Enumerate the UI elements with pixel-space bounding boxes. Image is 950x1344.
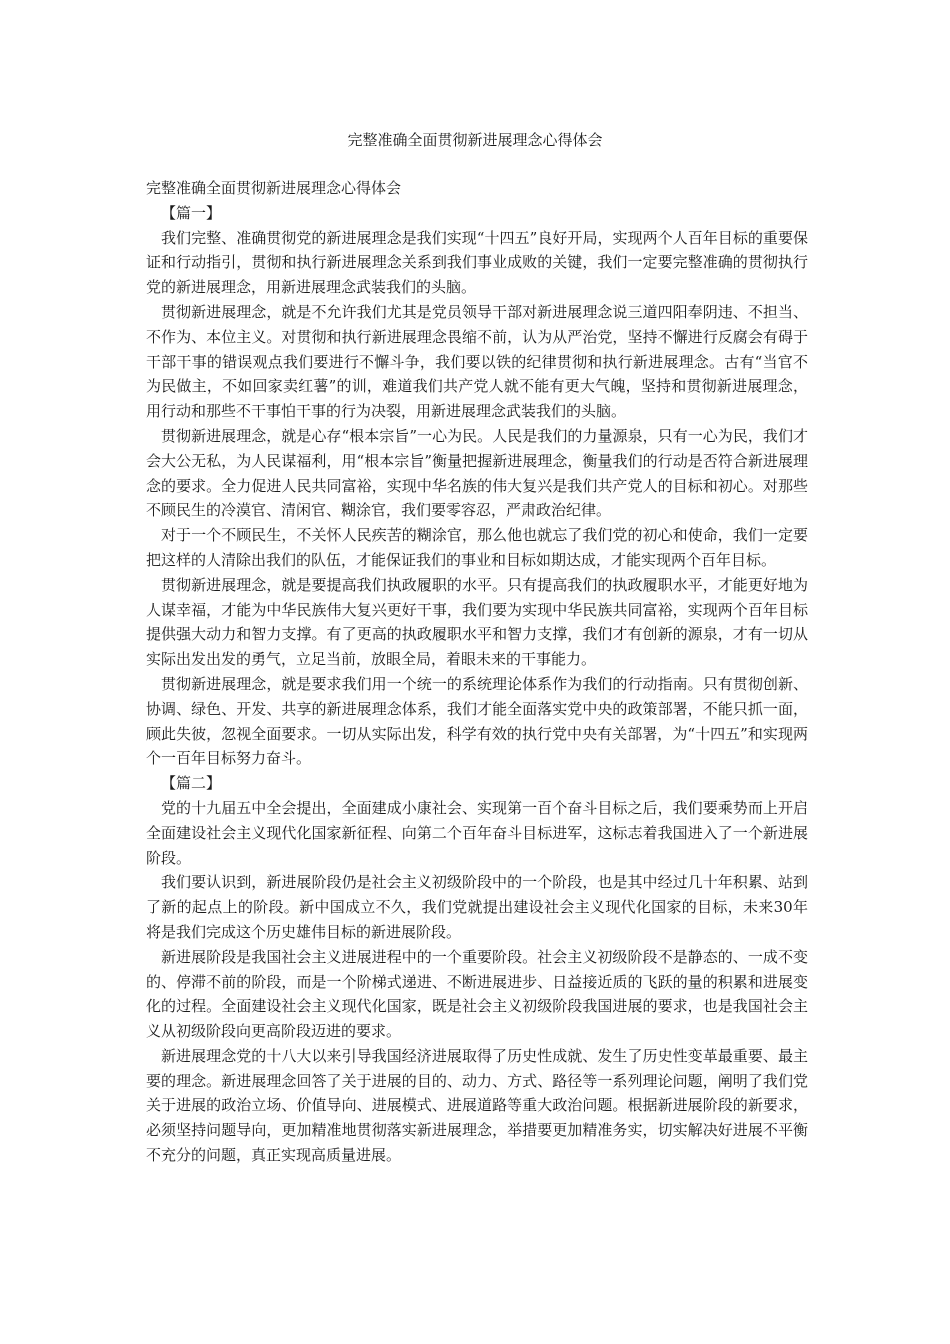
paragraph: 对于一个不顾民生，不关怀人民疾苦的糊涂官，那么他也就忘了我们党的初心和使命，我们一定要把这样的人清除出我们的队伍，才能保证我们的事业和目标如期达成，才能实现两个百年目标。 <box>146 526 808 569</box>
paragraph: 贯彻新进展理念，就是不允许我们尤其是党员领导干部对新进展理念说三道四阳奉阴违、不担当、不作为、本位主义。对贯彻和执行新进展理念畏缩不前，认为从严治党，坚持不懈进行反腐会有碍于干部干事的错误观点我们要进行不懈斗争，我们要以铁的纪律贯彻和执行新进展理念。古有“当官不为民做主，不如回家卖红薯”的训，难道我们共产党人就不能有更大气魄，坚持和贯彻新进展理念，用行动和那些不干事怕干事的行为决裂，用新进展理念武装我们的头脑。 <box>146 302 808 421</box>
paragraph: 新进展阶段是我国社会主义进展进程中的一个重要阶段。社会主义初级阶段不是静态的、一成不变的、停滞不前的阶段，而是一个阶梯式递进、不断进展进步、日益接近质的飞跃的量的积累和进展变化的过程。全面建设社会主义现代化国家，既是社会主义初级阶段我国进展的要求，也是我国社会主义从初级阶段向更高阶段迈进的要求。 <box>146 947 808 1041</box>
paragraph: 我们完整、准确贯彻党的新进展理念是我们实现“十四五”良好开局，实现两个人百年目标的重要保证和行动指引，贯彻和执行新进展理念关系到我们事业成败的关键，我们一定要完整准确的贯彻执行党的新进展理念，用新进展理念武装我们的头脑。 <box>146 228 808 297</box>
document-title: 完整准确全面贯彻新进展理念心得体会 <box>347 131 603 149</box>
paragraph: 党的十九届五中全会提出，全面建成小康社会、实现第一百个奋斗目标之后，我们要乘势而上开启全面建设社会主义现代化国家新征程、向第二个百年奋斗目标进军，这标志着我国进入了一个新进展阶段。 <box>146 798 808 867</box>
document-body <box>146 176 808 1168</box>
document-subtitle: 完整准确全面贯彻新进展理念心得体会 <box>146 179 402 197</box>
paragraph: 贯彻新进展理念，就是要求我们用一个统一的系统理论体系作为我们的行动指南。只有贯彻创新、协调、绿色、开发、共享的新进展理念体系，我们才能全面落实党中央的政策部署，不能只抓一面，顾此失彼，忽视全面要求。一切从实际出发，科学有效的执行党中央有关部署，为“十四五”和实现两个一百年目标努力奋斗。 <box>146 674 808 768</box>
section-heading-1: 【篇一】 <box>161 203 222 222</box>
paragraph: 贯彻新进展理念，就是要提高我们执政履职的水平。只有提高我们的执政履职水平，才能更好地为人谋幸福，才能为中华民族伟大复兴更好干事，我们要为实现中华民族共同富裕，实现两个百年目标提供强大动力和智力支撑。有了更高的执政履职水平和智力支撑，我们才有创新的源泉，才有一切从实际出发出发的勇气，立足当前，放眼全局，着眼未来的干事能力。 <box>146 575 808 669</box>
paragraph: 我们要认识到，新进展阶段仍是社会主义初级阶段中的一个阶段，也是其中经过几十年积累、站到了新的起点上的阶段。新中国成立不久，我们党就提出建设社会主义现代化国家的目标，未来30年将是我们完成这个历史雄伟目标的新进展阶段。 <box>146 873 808 941</box>
paragraph: 贯彻新进展理念，就是心存“根本宗旨”一心为民。人民是我们的力量源泉，只有一心为民，我们才会大公无私，为人民谋福利，用“根本宗旨”衡量把握新进展理念，衡量我们的行动是否符合新进展理念的要求。全力促进人民共同富裕，实现中华名族的伟大复兴是我们共产党人的目标和初心。对那些不顾民生的冷漠官、清闲官、糊涂官，我们要零容忍，严肃政治纪律。 <box>146 426 808 520</box>
section-heading-2: 【篇二】 <box>161 774 222 793</box>
paragraph: 新进展理念党的十八大以来引导我国经济进展取得了历史性成就、发生了历史性变革最重要、最主要的理念。新进展理念回答了关于进展的目的、动力、方式、路径等一系列理论问题，阐明了我们党关于进展的政治立场、价值导向、进展模式、进展道路等重大政治问题。根据新进展阶段的新要求，必须坚持问题导向，更加精准地贯彻落实新进展理念，举措要更加精准务实，切实解决好进展不平衡不充分的问题，真正实现高质量进展。 <box>146 1046 808 1165</box>
